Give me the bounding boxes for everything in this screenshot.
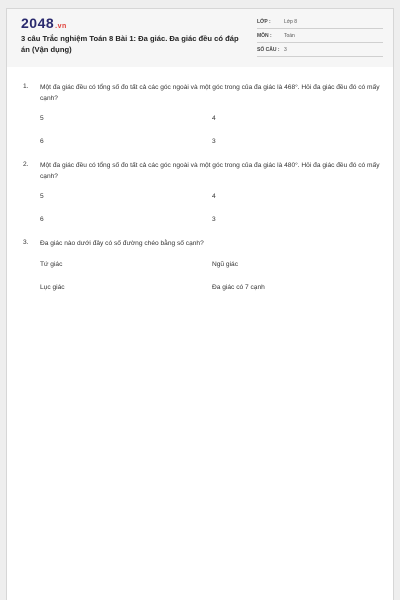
meta-value: 3 — [284, 46, 287, 53]
question-list — [23, 83, 383, 292]
meta-info — [257, 15, 383, 57]
meta-label: LỚP : — [257, 18, 271, 25]
meta-label: MÔN : — [257, 32, 272, 39]
question-number: 1. — [23, 83, 29, 90]
meta-row-count — [257, 43, 383, 57]
site-logo[interactable] — [21, 15, 67, 31]
question-text: Một đa giác đều có tổng số đo tất cả các góc ngoài và một góc trong của đa giác là 468°. Hỏi đa giác đều đó có mấy cạnh? — [40, 84, 380, 102]
option-d[interactable]: Đa giác có 7 cạnh — [212, 283, 265, 291]
answer-options — [40, 193, 383, 224]
option-c[interactable]: 6 — [40, 216, 44, 223]
answer-options — [40, 261, 383, 292]
question-text: Một đa giác đều có tổng số đo tất cả các góc ngoài và một góc trong của đa giác là 480°. Hỏi đa giác đều đó có mấy cạnh? — [40, 162, 380, 180]
question-text: Đa giác nào dưới đây có số đường chéo bằng số cạnh? — [40, 240, 204, 247]
option-c[interactable]: Lục giác — [40, 283, 65, 291]
question-2 — [23, 161, 383, 224]
answer-options — [40, 115, 383, 146]
meta-value: Lớp 8 — [284, 18, 298, 25]
option-a[interactable]: 5 — [40, 193, 44, 200]
option-b[interactable]: Ngũ giác — [212, 260, 239, 268]
meta-value: Toán — [284, 32, 295, 39]
question-number: 2. — [23, 161, 29, 168]
option-b[interactable]: 4 — [212, 193, 216, 200]
logo-text: 2048 — [21, 15, 55, 31]
worksheet-page — [6, 8, 394, 600]
option-b[interactable]: 4 — [212, 115, 216, 122]
meta-row-subject — [257, 29, 383, 43]
option-d[interactable]: 3 — [212, 216, 216, 223]
option-d[interactable]: 3 — [212, 138, 216, 145]
option-a[interactable]: Tứ giác — [40, 260, 63, 268]
option-c[interactable]: 6 — [40, 138, 44, 145]
meta-row-class — [257, 15, 383, 29]
worksheet-header — [7, 9, 393, 67]
option-a[interactable]: 5 — [40, 115, 44, 122]
meta-label: SỐ CÂU : — [257, 46, 280, 53]
question-1 — [23, 83, 383, 146]
question-3 — [23, 239, 383, 292]
logo-suffix: .vn — [55, 23, 67, 30]
document-title: 3 câu Trắc nghiệm Toán 8 Bài 1: Đa giác. Đa giác đều có đáp án (Vận dụng) — [21, 34, 239, 54]
question-number: 3. — [23, 239, 29, 246]
